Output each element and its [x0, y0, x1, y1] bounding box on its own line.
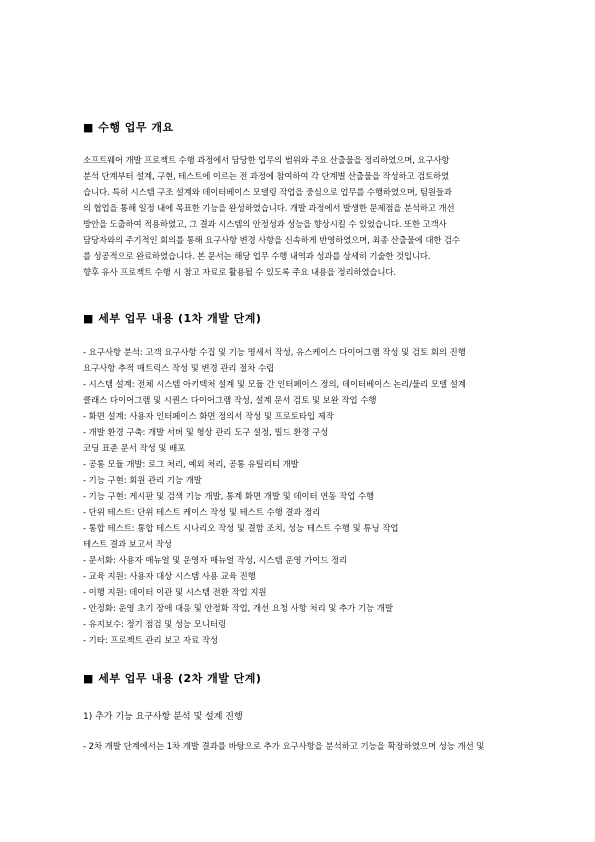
list-item: [83, 488, 513, 504]
phase2-subheading: 1) 추가 기능 요구사항 분석 및 설계 진행: [83, 712, 243, 722]
list-item: [83, 408, 513, 424]
list-item: [83, 504, 513, 520]
list-item: [83, 632, 513, 648]
section-heading-overview: ■ 수행 업무 개요: [83, 121, 174, 134]
list-item-text: - 단위 테스트: 단위 테스트 케이스 작성 및 테스트 수행 결과 정리: [83, 507, 321, 517]
list-item-text: - 공통 모듈 개발: 로그 처리, 예외 처리, 공통 유틸리티 개발: [83, 459, 299, 469]
paragraph-line: 의 협업을 통해 일정 내에 목표한 기능을 완성하였습니다. 개발 과정에서 발생한 문제점을 분석하고 개선: [83, 203, 455, 213]
overview-paragraph: [83, 152, 513, 280]
paragraph-line: 를 성공적으로 완료하였습니다. 본 문서는 해당 업무 수행 내역과 성과를 상세히 기술한 것입니다.: [83, 251, 431, 261]
section-heading-phase2: ■ 세부 업무 내용 (2차 개발 단계): [83, 672, 262, 685]
paragraph-line: 담당자와의 주기적인 회의를 통해 요구사항 변경 사항을 신속하게 반영하였으며, 최종 산출물에 대한 검수: [83, 235, 460, 245]
paragraph-line: 방안을 도출하여 적용하였고, 그 결과 시스템의 안정성과 성능을 향상시킬 수 있었습니다. 또한 고객사: [83, 219, 447, 229]
list-item: [83, 552, 513, 568]
phase2-first-line: - 2차 개발 단계에서는 1차 개발 결과를 바탕으로 추가 요구사항을 분석하고 기능을 확장하였으며 성능 개선 및: [83, 741, 485, 751]
list-item-text: - 개발 환경 구축: 개발 서버 및 형상 관리 도구 설정, 빌드 환경 구성 코딩 표준 문서 작성 및 배포: [83, 427, 329, 453]
paragraph-line: 습니다. 특히 시스템 구조 설계와 데이터베이스 모델링 작업을 중심으로 업무를 수행하였으며, 팀원들과: [83, 187, 452, 197]
list-item-text: - 기능 구현: 게시판 및 검색 기능 개발, 통계 화면 개발 및 데이터 연동 작업 수행: [83, 491, 375, 501]
phase1-task-list: [83, 344, 513, 648]
list-item-text: - 요구사항 분석: 고객 요구사항 수집 및 기능 명세서 작성, 유스케이스 다이어그램 작성 및 검토 회의 진행 요구사항 추적 매트릭스 작성 및 변경 관리 절차 수립: [83, 347, 466, 373]
list-item: [83, 344, 513, 376]
list-item: [83, 376, 513, 408]
paragraph-line: 분석 단계부터 설계, 구현, 테스트에 이르는 전 과정에 참여하여 각 단계별 산출물을 작성하고 검토하였: [83, 171, 450, 181]
list-item-text: - 화면 설계: 사용자 인터페이스 화면 정의서 작성 및 프로토타입 제작: [83, 411, 334, 421]
list-item: [83, 424, 513, 456]
list-item: [83, 616, 513, 632]
paragraph-line: 소프트웨어 개발 프로젝트 수행 과정에서 담당한 업무의 범위와 주요 산출물을 정리하였으며, 요구사항: [83, 155, 450, 165]
list-item: [83, 568, 513, 584]
list-item-text: - 통합 테스트: 통합 테스트 시나리오 작성 및 결함 조치, 성능 테스트 수행 및 튜닝 작업 테스트 결과 보고서 작성: [83, 523, 399, 549]
list-item: [83, 456, 513, 472]
list-item-text: - 유지보수: 정기 점검 및 성능 모니터링: [83, 619, 227, 629]
list-item-text: - 이행 지원: 데이터 이관 및 시스템 전환 작업 지원: [83, 587, 267, 597]
list-item-text: - 교육 지원: 사용자 대상 시스템 사용 교육 진행: [83, 571, 256, 581]
list-item: [83, 520, 513, 552]
paragraph-line: 향후 유사 프로젝트 수행 시 참고 자료로 활용될 수 있도록 주요 내용을 정리하였습니다.: [83, 267, 396, 277]
list-item-text: - 시스템 설계: 전체 시스템 아키텍처 설계 및 모듈 간 인터페이스 정의, 데이터베이스 논리/물리 모델 설계 클래스 다이어그램 및 시퀀스 다이어그램 작성, 설계 문서 검토 및 보완 작업 수행: [83, 379, 466, 405]
list-item: [83, 600, 513, 616]
list-item-text: - 기타: 프로젝트 관리 보고 자료 작성: [83, 635, 219, 645]
list-item-text: - 문서화: 사용자 매뉴얼 및 운영자 매뉴얼 작성, 시스템 운영 가이드 정리: [83, 555, 348, 565]
list-item-text: - 기능 구현: 회원 관리 기능 개발: [83, 475, 202, 485]
list-item-text: - 안정화: 운영 초기 장애 대응 및 안정화 작업, 개선 요청 사항 처리 및 추가 기능 개발: [83, 603, 393, 613]
list-item: [83, 472, 513, 488]
section-heading-phase1: ■ 세부 업무 내용 (1차 개발 단계): [83, 312, 262, 325]
list-item: [83, 584, 513, 600]
